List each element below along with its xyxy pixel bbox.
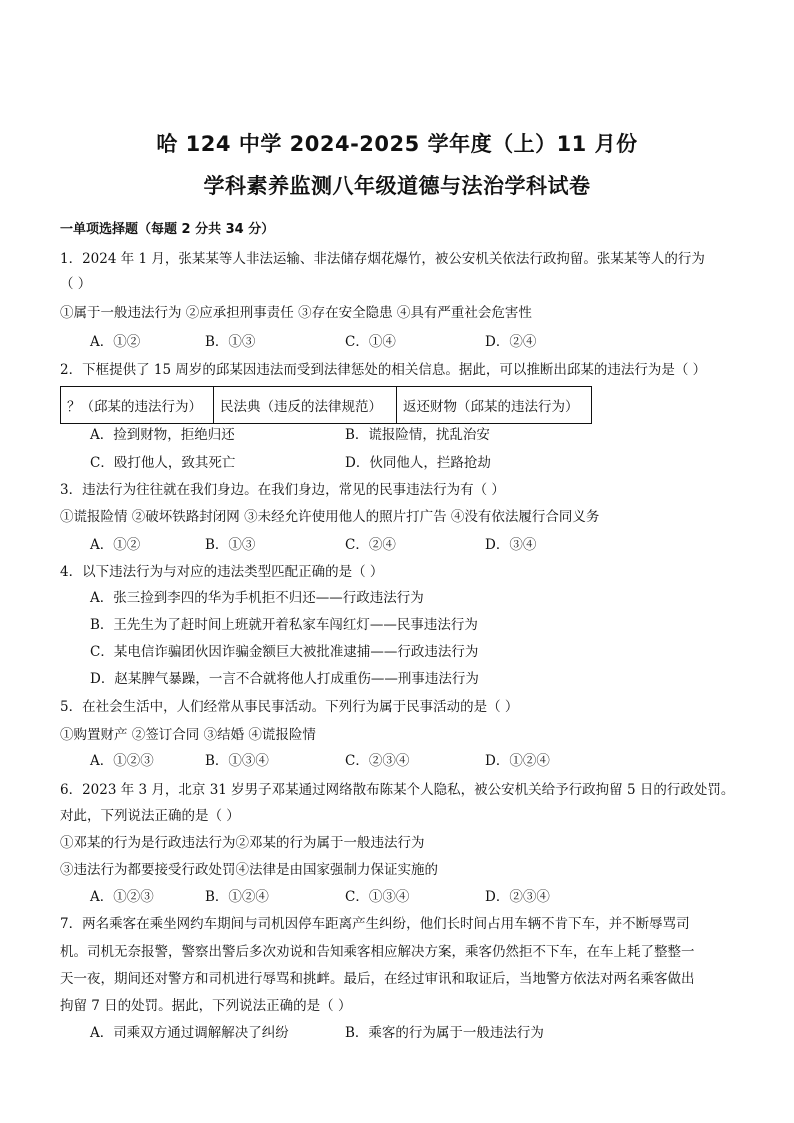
q7-stem-line1: 7．两名乘客在乘坐网约车期间与司机因停车距离产生纠纷，他们长时间占用车辆不肯下车，并不断辱骂司 <box>60 916 690 932</box>
section-heading: 一单项选择题（每题 2 分共 34 分） <box>60 222 275 237</box>
q6-option-c[interactable]: C．①③④ <box>345 889 410 905</box>
q4-option-b[interactable]: B．王先生为了赶时间上班就开着私家车闯红灯——民事违法行为 <box>90 617 478 633</box>
q6-option-b[interactable]: B．①②④ <box>205 889 269 905</box>
q5-option-b[interactable]: B．①③④ <box>205 753 269 769</box>
q3-stem: 3．违法行为往往就在我们身边。在我们身边，常见的民事违法行为有（ ） <box>60 482 505 498</box>
q7-stem-line3: 天一夜，期间还对警方和司机进行辱骂和挑衅。最后，在经过审讯和取证后，当地警方依法对两名乘客做出 <box>60 971 695 987</box>
q3-option-b[interactable]: B．①③ <box>205 537 256 553</box>
q4-option-d[interactable]: D．赵某脾气暴躁，一言不合就将他人打成重伤——刑事违法行为 <box>90 671 479 687</box>
q1-items: ①属于一般违法行为 ②应承担刑事责任 ③存在安全隐患 ④具有严重社会危害性 <box>60 305 532 321</box>
q2-stem: 2．下框提供了 15 周岁的邱某因违法而受到法律惩处的相关信息。据此，可以推断出邱某的违法行为是（ ） <box>60 362 707 378</box>
q1-option-d[interactable]: D．②④ <box>485 334 537 350</box>
q6-option-a[interactable]: A．①②③ <box>90 889 154 905</box>
q7-option-a[interactable]: A．司乘双方通过调解解决了纠纷 <box>90 1025 289 1041</box>
q5-option-c[interactable]: C．②③④ <box>345 753 410 769</box>
q1-answer-paren: （ ） <box>60 276 92 292</box>
q2-option-b[interactable]: B．谎报险情，扰乱治安 <box>345 427 490 443</box>
q2-option-a[interactable]: A．捡到财物，拒绝归还 <box>90 427 235 443</box>
q6-items-line1: ①邓某的行为是行政违法行为②邓某的行为属于一般违法行为 <box>60 835 425 851</box>
q5-items: ①购置财产 ②签订合同 ③结婚 ④谎报险情 <box>60 727 316 743</box>
q4-option-c[interactable]: C．某电信诈骗团伙因诈骗金额巨大被批准逮捕——行政违法行为 <box>90 644 479 660</box>
q7-option-b[interactable]: B．乘客的行为属于一般违法行为 <box>345 1025 544 1041</box>
q6-items-line2: ③违法行为都要接受行政处罚④法律是由国家强制力保证实施的 <box>60 862 438 878</box>
exam-title-line2: 学科素养监测八年级道德与法治学科试卷 <box>203 174 591 198</box>
q4-option-a[interactable]: A．张三捡到李四的华为手机拒不归还——行政违法行为 <box>90 590 424 606</box>
q6-stem-line1: 6．2023 年 3 月，北京 31 岁男子邓某通过网络散布陈某个人隐私，被公安机关给予行政拘留 5 日的行政处罚。 <box>60 782 735 798</box>
exam-title-line1: 哈 124 中学 2024-2025 学年度（上）11 月份 <box>156 132 638 156</box>
q3-option-a[interactable]: A．①② <box>90 537 141 553</box>
q6-stem-line2: 对此，下列说法正确的是（ ） <box>60 808 240 824</box>
q2-frame-cell-penalty: 返还财物（邱某的违法行为） <box>397 387 592 424</box>
q5-option-d[interactable]: D．①②④ <box>485 753 550 769</box>
q3-items: ①谎报险情 ②破坏铁路封闭网 ③未经允许使用他人的照片打广告 ④没有依法履行合同义务 <box>60 509 600 525</box>
q2-info-frame <box>60 386 592 424</box>
q2-frame-cell-behavior: ？（邱某的违法行为） <box>61 387 214 424</box>
q1-option-a[interactable]: A．①② <box>90 334 141 350</box>
q6-option-d[interactable]: D．②③④ <box>485 889 550 905</box>
q1-option-b[interactable]: B．①③ <box>205 334 256 350</box>
q5-stem: 5．在社会生活中，人们经常从事民事活动。下列行为属于民事活动的是（ ） <box>60 699 519 715</box>
q1-option-c[interactable]: C．①④ <box>345 334 396 350</box>
q2-option-c[interactable]: C．殴打他人，致其死亡 <box>90 455 236 471</box>
q2-option-d[interactable]: D．伙同他人，拦路抢劫 <box>345 455 491 471</box>
q3-option-d[interactable]: D．③④ <box>485 537 537 553</box>
q2-frame-cell-law: 民法典（违反的法律规范） <box>214 387 397 424</box>
q5-option-a[interactable]: A．①②③ <box>90 753 154 769</box>
q1-stem: 1．2024 年 1 月，张某某等人非法运输、非法储存烟花爆竹，被公安机关依法行政拘留。张某某等人的行为 <box>60 251 705 267</box>
q7-stem-line4: 拘留 7 日的处罚。据此，下列说法正确的是（ ） <box>60 998 352 1014</box>
q3-option-c[interactable]: C．②④ <box>345 537 396 553</box>
q7-stem-line2: 机。司机无奈报警，警察出警后多次劝说和告知乘客相应解决方案，乘客仍然拒不下车，在车上耗了整整一 <box>60 944 695 960</box>
q4-stem: 4．以下违法行为与对应的违法类型匹配正确的是（ ） <box>60 564 384 580</box>
